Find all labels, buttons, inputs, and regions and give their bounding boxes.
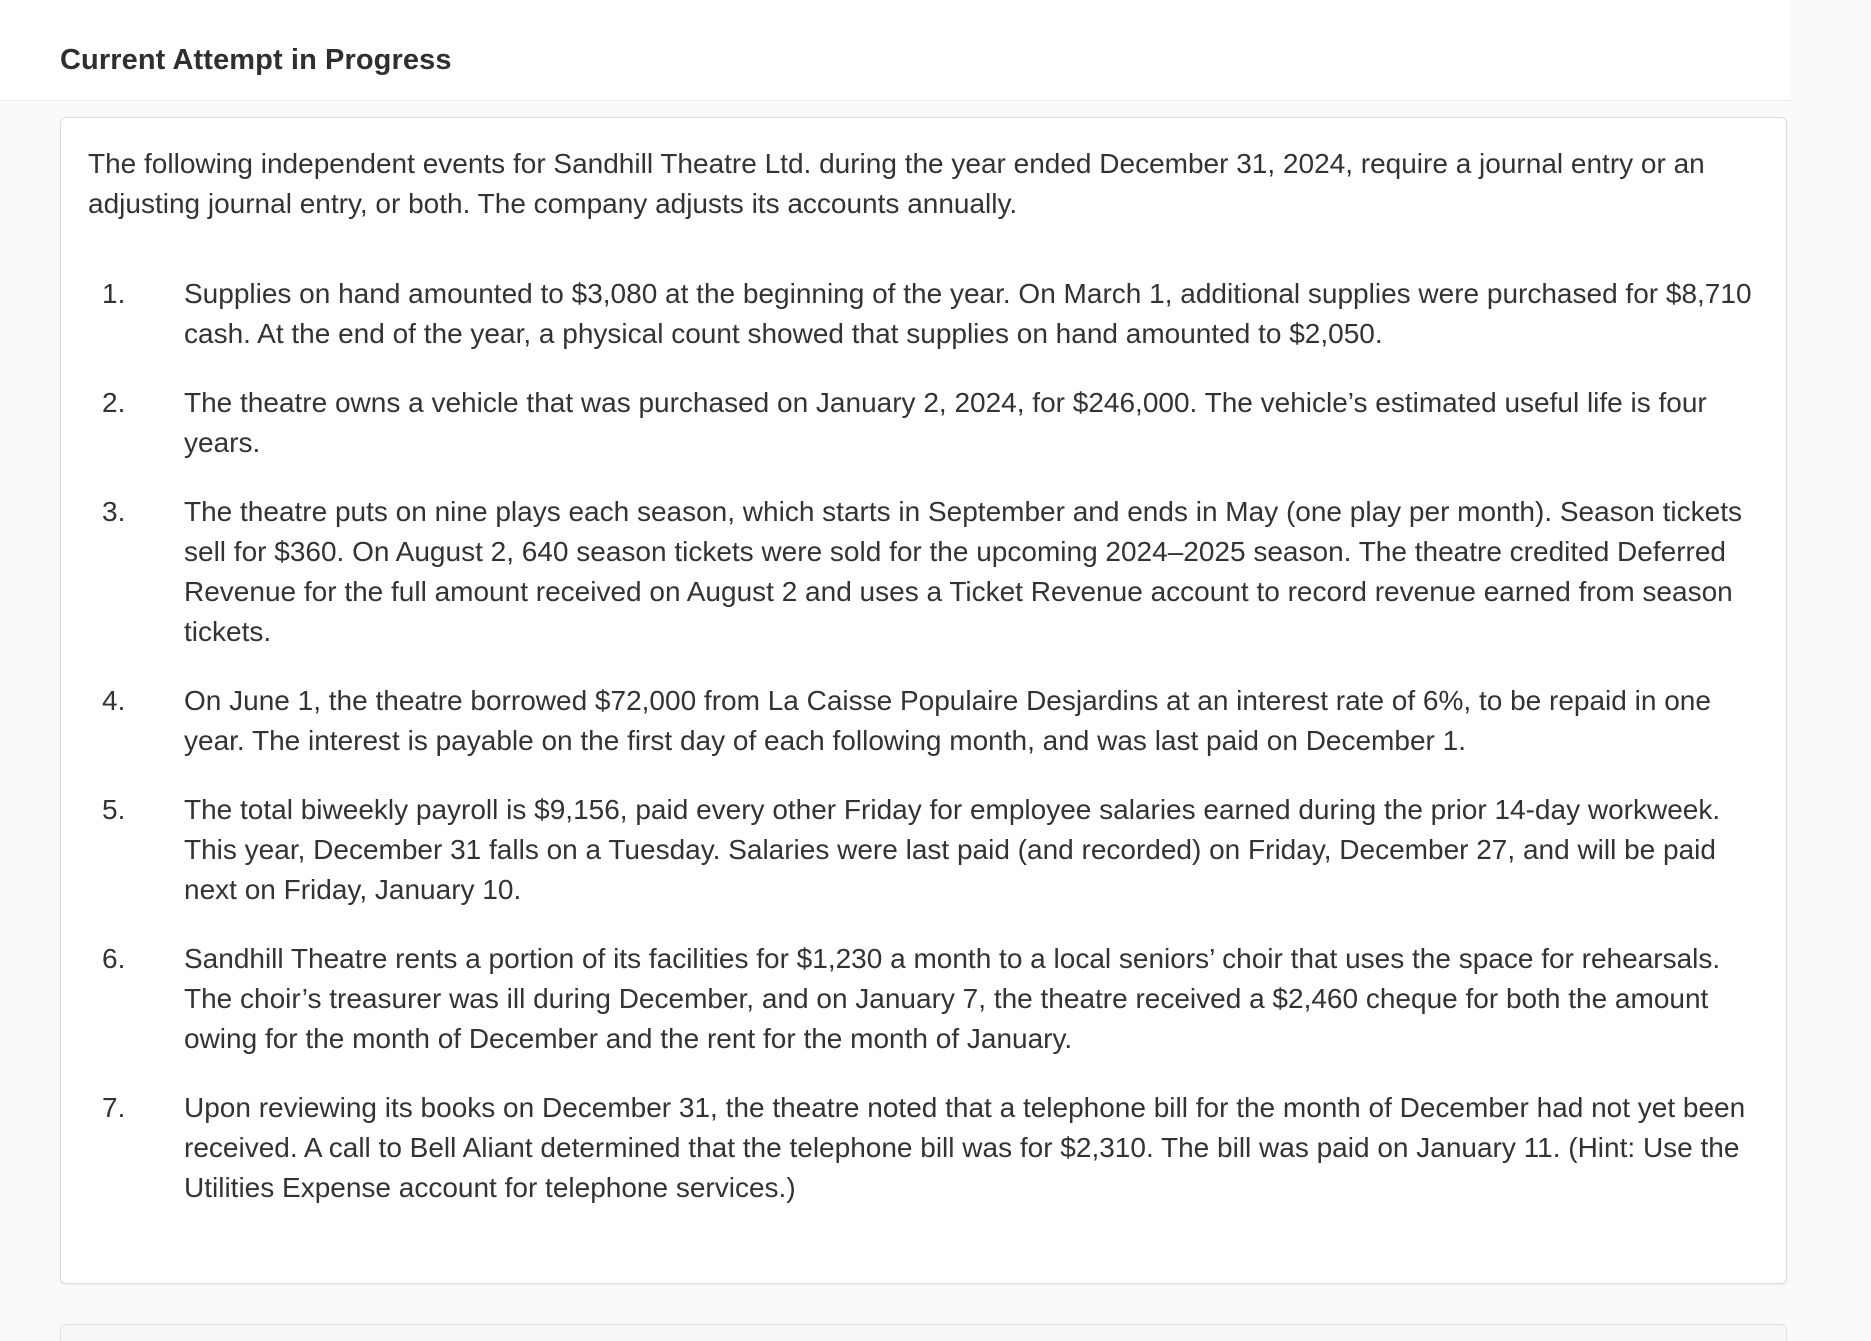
event-text: The theatre owns a vehicle that was purchased on January 2, 2024, for $246,000. The vehicle’s estimated useful life is four years. [184,387,1707,458]
event-item-3 [88,492,1768,652]
event-item-2 [88,383,1768,463]
event-number: 2. [102,387,126,418]
event-item-6 [88,939,1768,1059]
event-number: 4. [102,685,126,716]
event-number: 3. [102,496,126,527]
events-list [88,274,1768,1237]
event-item-5 [88,790,1768,910]
attempt-status-heading: Current Attempt in Progress [60,44,452,76]
attempt-header-bar [0,0,1790,101]
event-number: 7. [102,1092,126,1123]
event-text: Upon reviewing its books on December 31, the theatre noted that a telephone bill for the month of December had not yet been received. A call to Bell Aliant determined that the telephone bill was for $2,310. The bill was paid on January 11. (Hint: Use the Utilities Expense account for telephone services.) [184,1092,1746,1203]
event-number: 6. [102,943,126,974]
event-item-4 [88,681,1768,761]
question-card [60,117,1787,1284]
event-number: 1. [102,278,126,309]
event-text: Supplies on hand amounted to $3,080 at the beginning of the year. On March 1, additional supplies were purchased for $8,710 cash. At the end of the year, a physical count showed that supplies on hand amounted to $2,050. [184,278,1752,349]
event-item-1 [88,274,1768,354]
event-text: On June 1, the theatre borrowed $72,000 from La Caisse Populaire Desjardins at an interest rate of 6%, to be repaid in one year. The interest is payable on the first day of each following month, and was last paid on December 1. [184,685,1711,756]
next-section-card [60,1324,1787,1341]
event-text: The theatre puts on nine plays each season, which starts in September and ends in May (one play per month). Season tickets sell for $360. On August 2, 640 season tickets were sold for the upcoming 2024–2025 season. The theatre credited Deferred Revenue for the full amount received on August 2 and uses a Ticket Revenue account to record revenue earned from season tickets. [184,496,1742,647]
question-intro: The following independent events for Sandhill Theatre Ltd. during the year ended December 31, 2024, require a journal entry or an adjusting journal entry, or both. The company adjusts its accounts annually. [88,148,1705,219]
event-number: 5. [102,794,126,825]
event-item-7 [88,1088,1768,1208]
event-text: The total biweekly payroll is $9,156, paid every other Friday for employee salaries earned during the prior 14-day workweek. This year, December 31 falls on a Tuesday. Salaries were last paid (and recorded) on Friday, December 27, and will be paid next on Friday, January 10. [184,794,1721,905]
event-text: Sandhill Theatre rents a portion of its facilities for $1,230 a month to a local seniors’ choir that uses the space for rehearsals. The choir’s treasurer was ill during December, and on January 7, the theatre received a $2,460 cheque for both the amount owing for the month of December and the rent for the month of January. [184,943,1721,1054]
